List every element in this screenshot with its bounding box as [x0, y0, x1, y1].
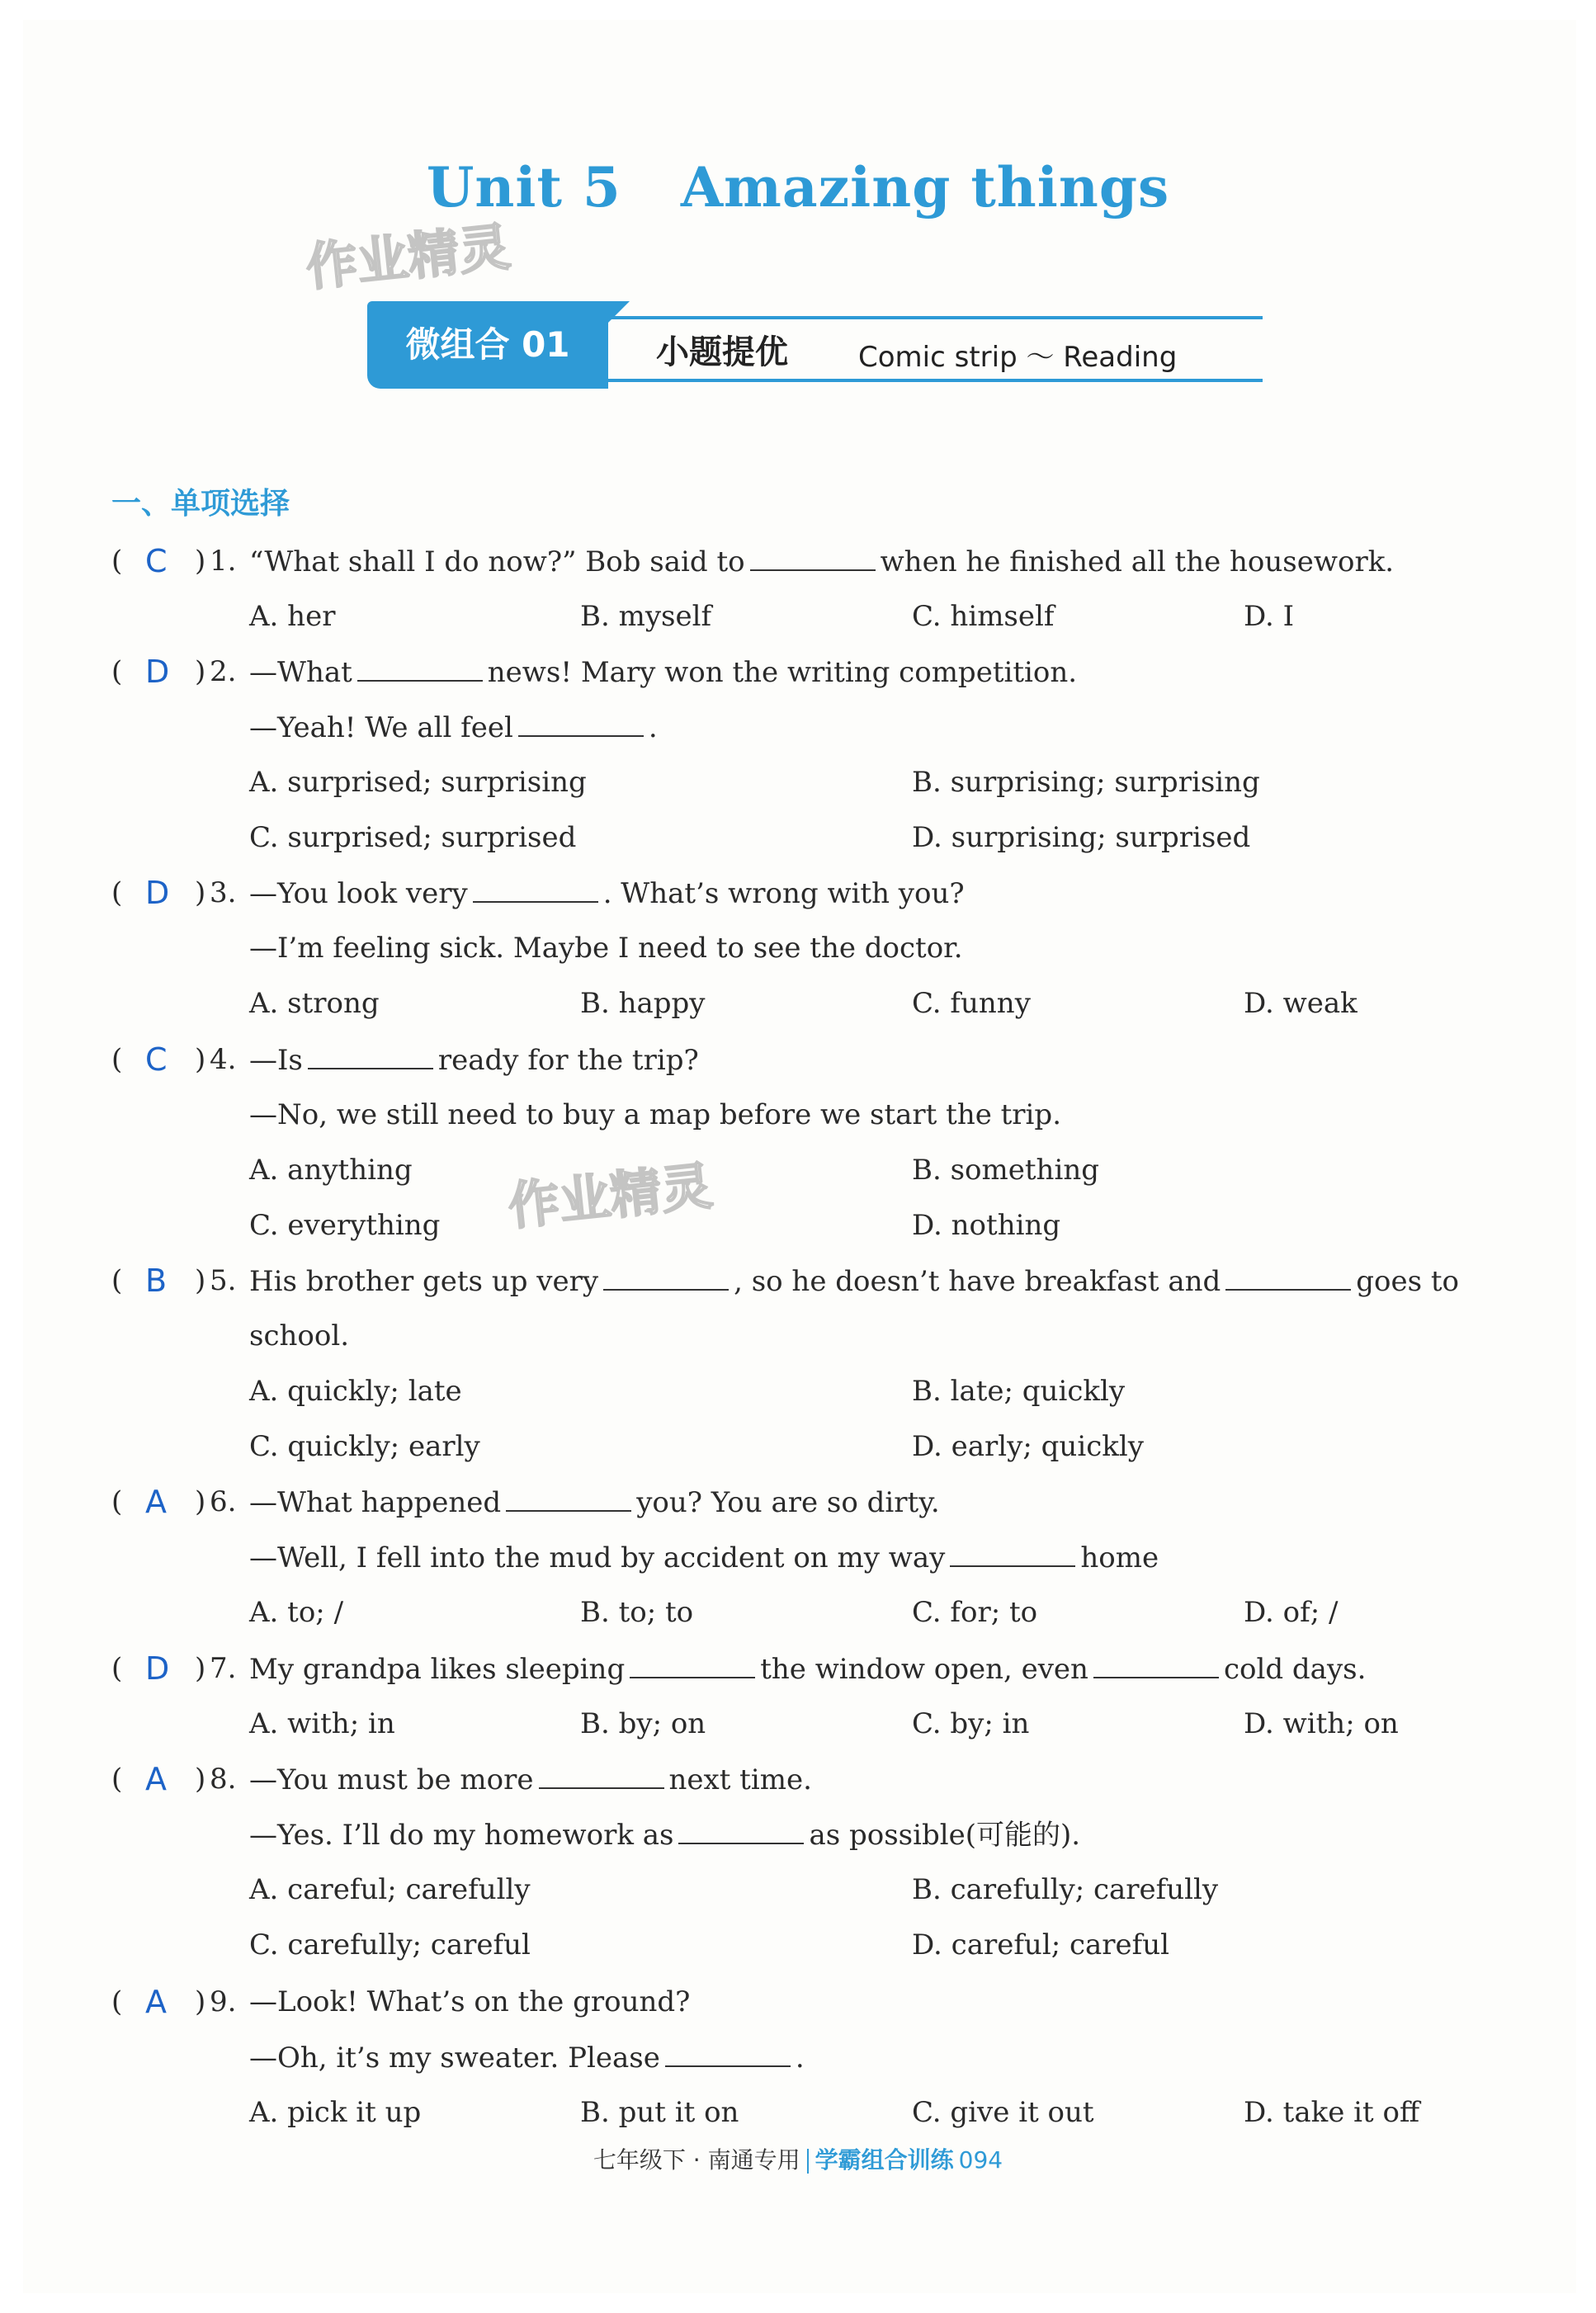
question-stem-line: [249, 1319, 349, 1352]
option-choice: D. nothing: [912, 1209, 1061, 1242]
option-choice: D. early; quickly: [912, 1430, 1144, 1463]
option-choice: B. carefully; carefully: [912, 1873, 1219, 1906]
stem-text: when he finished all the housework.: [880, 545, 1395, 578]
answer-blank: [1093, 1652, 1219, 1678]
question-stem-line: [249, 655, 1077, 689]
answer-paren: (: [111, 1985, 123, 2018]
question-number: 8.: [210, 1763, 237, 1796]
stem-text: as possible(可能的).: [809, 1819, 1081, 1852]
answer-paren: (: [111, 1652, 123, 1685]
answer-blank: [950, 1541, 1075, 1567]
answer-blank: [539, 1763, 664, 1789]
stem-text: news! Mary won the writing competition.: [487, 656, 1078, 689]
stem-text: next time.: [668, 1763, 812, 1796]
answer-paren: (: [111, 655, 123, 688]
page-number: 094: [958, 2146, 1003, 2174]
answer-blank: [518, 710, 644, 737]
answer-blank: [603, 1264, 729, 1291]
banner-topic: Comic strip ～ Reading: [858, 341, 1178, 374]
answer-blank: [357, 655, 483, 682]
option-choice: A. her: [249, 600, 336, 633]
stem-text: , so he doesn’t have breakfast and: [734, 1265, 1221, 1298]
question-number: 5.: [210, 1264, 237, 1297]
answer-blank: [1225, 1264, 1351, 1291]
stem-text: —No, we still need to buy a map before we start the trip.: [249, 1098, 1062, 1131]
footer-grade: 七年级下 · 南通专用: [593, 2146, 800, 2174]
option-choice: A. surprised; surprising: [249, 766, 587, 799]
stem-text: cold days.: [1223, 1653, 1367, 1686]
watermark-top: 作业精灵: [303, 216, 513, 298]
stem-text: —Yes. I’ll do my homework as: [249, 1819, 674, 1852]
option-choice: A. pick it up: [249, 2096, 422, 2129]
option-choice: D. weak: [1244, 987, 1358, 1020]
option-choice: B. to; to: [580, 1596, 694, 1629]
banner-tab: 微组合 01: [367, 301, 608, 389]
option-choice: A. anything: [249, 1154, 413, 1187]
option-choice: A. careful; carefully: [249, 1873, 531, 1906]
answer-letter: A: [145, 1761, 167, 1797]
answer-blank: [473, 876, 598, 903]
question-stem-line: [249, 1985, 690, 2018]
option-choice: C. surprised; surprised: [249, 821, 577, 854]
question-number: 9.: [210, 1985, 237, 2018]
stem-text: —Look! What’s on the ground?: [249, 1985, 691, 2018]
option-choice: B. happy: [580, 987, 706, 1020]
stem-text: .: [648, 711, 658, 744]
answer-letter: D: [145, 875, 170, 911]
answer-paren-close: ): [195, 1043, 206, 1076]
option-choice: C. by; in: [912, 1707, 1030, 1740]
question-number: 6.: [210, 1485, 237, 1518]
stem-text: home: [1080, 1541, 1159, 1574]
answer-blank: [665, 2041, 791, 2067]
stem-text: ready for the trip?: [437, 1044, 699, 1077]
answer-paren-close: ): [195, 1985, 206, 2018]
option-choice: C. for; to: [912, 1596, 1038, 1629]
option-choice: D. of; /: [1244, 1596, 1339, 1629]
question-stem-line: [249, 1541, 1159, 1574]
question-stem-line: [249, 545, 1394, 578]
stem-text: . What’s wrong with you?: [602, 877, 965, 910]
answer-blank: [308, 1043, 433, 1069]
stem-text: the window open, even: [760, 1653, 1088, 1686]
stem-text: —Is: [249, 1044, 303, 1077]
stem-text: school.: [249, 1319, 350, 1352]
option-choice: D. surprising; surprised: [912, 821, 1251, 854]
stem-text: His brother gets up very: [249, 1265, 599, 1298]
banner-rule-bottom: [608, 379, 1263, 382]
stem-text: —What happened: [249, 1486, 502, 1519]
option-choice: A. quickly; late: [249, 1375, 462, 1408]
answer-paren: (: [111, 545, 123, 578]
question-stem-line: [249, 932, 963, 965]
question-stem-line: [249, 1652, 1366, 1686]
stem-text: —You look very: [249, 877, 468, 910]
question-stem-line: [249, 1043, 699, 1077]
option-choice: D. with; on: [1244, 1707, 1399, 1740]
answer-paren-close: ): [195, 876, 206, 909]
answer-letter: A: [145, 1984, 167, 2020]
question-number: 2.: [210, 655, 237, 688]
question-stem-line: [249, 2041, 805, 2075]
stem-text: .: [795, 2042, 805, 2075]
banner-rule-top: [608, 316, 1263, 319]
question-number: 1.: [210, 545, 237, 578]
answer-paren: (: [111, 1763, 123, 1796]
question-number: 7.: [210, 1652, 237, 1685]
option-choice: C. give it out: [912, 2096, 1094, 2129]
question-stem-line: [249, 1818, 1080, 1852]
option-choice: A. strong: [249, 987, 380, 1020]
answer-paren-close: ): [195, 1763, 206, 1796]
stem-text: —You must be more: [249, 1763, 534, 1796]
answer-paren-close: ): [195, 1652, 206, 1685]
answer-blank: [506, 1485, 631, 1512]
option-choice: D. take it off: [1244, 2096, 1420, 2129]
unit-title: [0, 155, 1596, 219]
option-choice: B. put it on: [580, 2096, 739, 2129]
answer-letter: D: [145, 1650, 170, 1687]
answer-paren-close: ): [195, 545, 206, 578]
stem-text: —Well, I fell into the mud by accident on my way: [249, 1541, 946, 1574]
option-choice: B. something: [912, 1154, 1099, 1187]
option-choice: C. quickly; early: [249, 1430, 480, 1463]
watermark-middle: 作业精灵: [505, 1155, 715, 1237]
footer-divider: [807, 2149, 809, 2174]
unit-name: Amazing things: [680, 155, 1170, 219]
option-choice: B. late; quickly: [912, 1375, 1126, 1408]
stem-text: —Yeah! We all feel: [249, 711, 513, 744]
answer-paren: (: [111, 876, 123, 909]
answer-blank: [678, 1818, 804, 1844]
stem-text: My grandpa likes sleeping: [249, 1653, 626, 1686]
answer-blank: [750, 545, 876, 571]
question-stem-line: [249, 1098, 1061, 1131]
question-stem-line: [249, 876, 965, 910]
banner-notch: [608, 301, 630, 323]
answer-paren-close: ): [195, 655, 206, 688]
section-banner: [367, 301, 1263, 392]
option-choice: B. by; on: [580, 1707, 706, 1740]
answer-letter: C: [145, 543, 168, 579]
question-number: 4.: [210, 1043, 237, 1076]
answer-paren-close: ): [195, 1485, 206, 1518]
answer-paren: (: [111, 1043, 123, 1076]
option-choice: D. careful; careful: [912, 1928, 1170, 1961]
option-choice: A. with; in: [249, 1707, 395, 1740]
stem-text: you? You are so dirty.: [636, 1486, 940, 1519]
section-heading: 一、单项选择: [111, 487, 290, 521]
option-choice: C. funny: [912, 987, 1031, 1020]
option-choice: D. I: [1244, 600, 1295, 633]
question-number: 3.: [210, 876, 237, 909]
stem-text: goes to: [1356, 1265, 1459, 1298]
option-choice: B. surprising; surprising: [912, 766, 1260, 799]
stem-text: “What shall I do now?” Bob said to: [249, 545, 745, 578]
stem-text: —I’m feeling sick. Maybe I need to see the doctor.: [249, 932, 963, 965]
option-choice: A. to; /: [249, 1596, 344, 1629]
option-choice: C. everything: [249, 1209, 441, 1242]
answer-letter: D: [145, 654, 170, 690]
option-choice: B. myself: [580, 600, 712, 633]
banner-label: 小题提优: [656, 333, 788, 371]
answer-paren-close: ): [195, 1264, 206, 1297]
question-stem-line: [249, 710, 658, 744]
question-stem-line: [249, 1264, 1459, 1298]
page-footer: [0, 2142, 1596, 2175]
option-choice: C. himself: [912, 600, 1055, 633]
stem-text: —Oh, it’s my sweater. Please: [249, 2042, 660, 2075]
answer-letter: C: [145, 1041, 168, 1078]
stem-text: —What: [249, 656, 352, 689]
answer-paren: (: [111, 1485, 123, 1518]
answer-letter: A: [145, 1484, 167, 1520]
option-choice: C. carefully; careful: [249, 1928, 531, 1961]
answer-letter: B: [145, 1263, 168, 1299]
answer-blank: [630, 1652, 755, 1678]
answer-paren: (: [111, 1264, 123, 1297]
question-stem-line: [249, 1763, 812, 1796]
question-stem-line: [249, 1485, 940, 1519]
footer-brand: 学霸组合训练: [815, 2146, 954, 2174]
unit-number: Unit 5: [426, 155, 621, 219]
